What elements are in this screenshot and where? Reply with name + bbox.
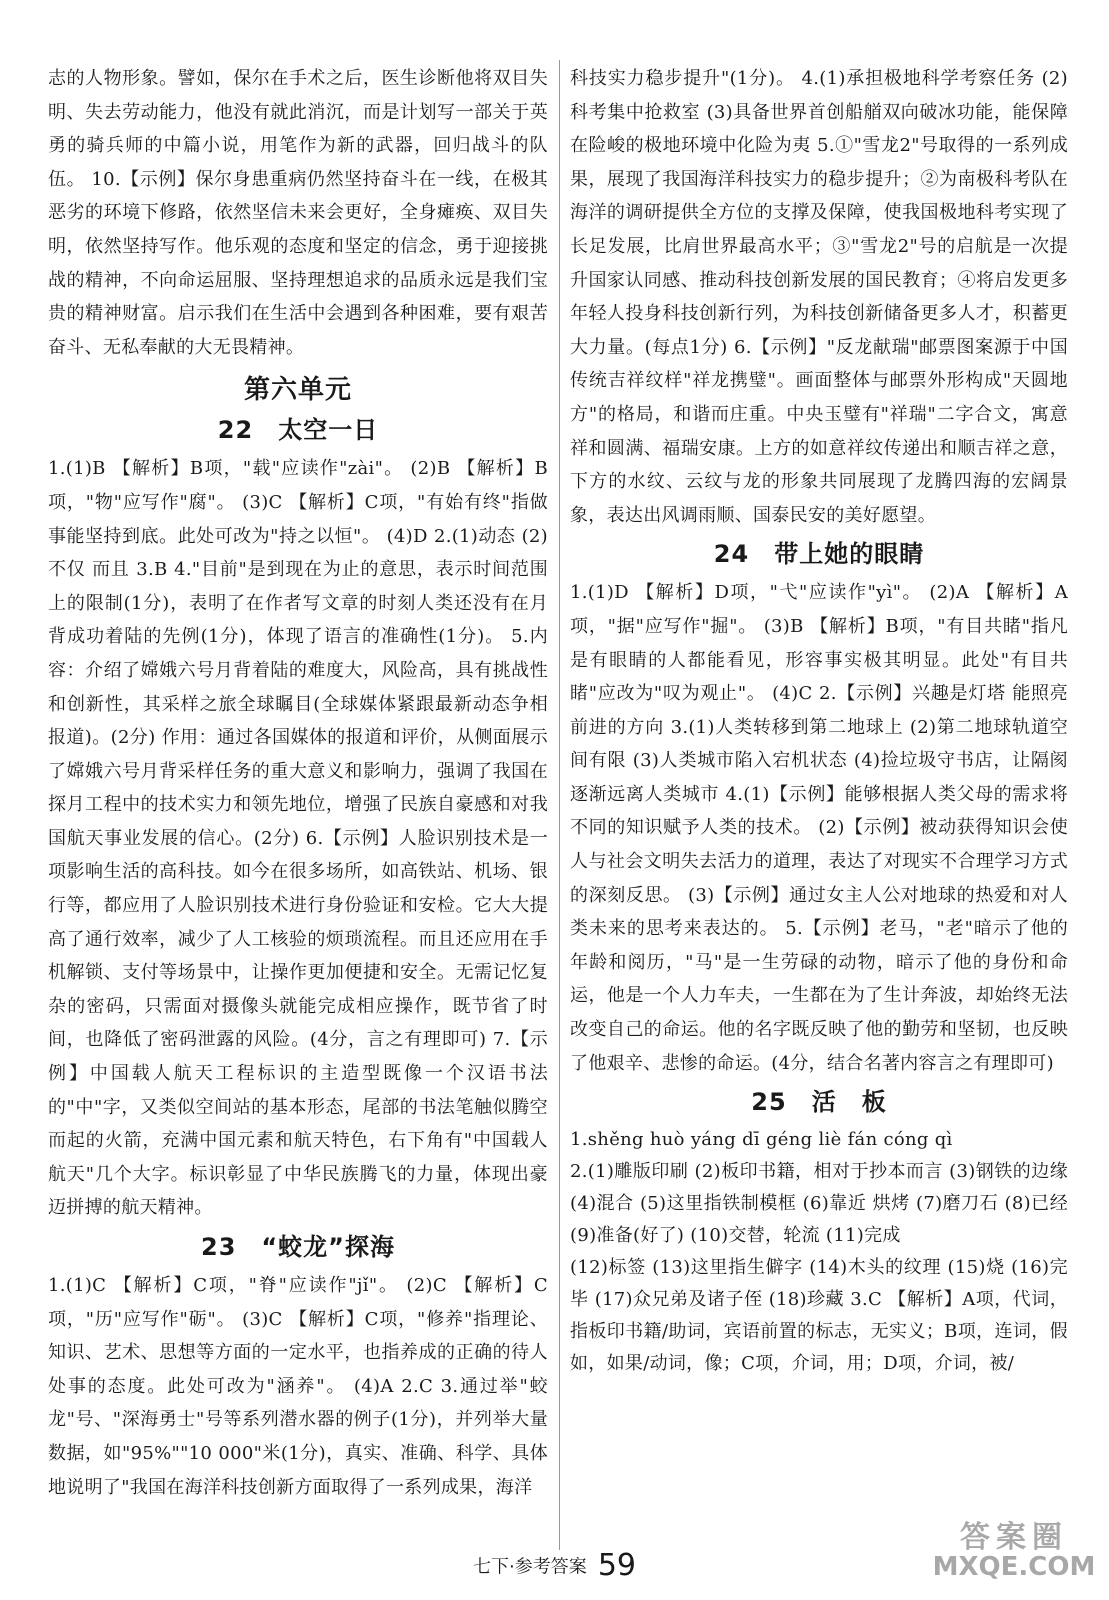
lesson-22-title: 22 太空一日	[217, 416, 379, 445]
lesson-23-answers: 1.(1)C 【解析】C项，"脊"应读作"jǐ"。 (2)C 【解析】C项，"历"应写作"砺"。 (3)C 【解析】C项，"修养"指理论、知识、艺术、思想等方面的一定水平，也指养成的正确的待人处事的态度。此处可改为"涵养"。 (4)A 2.C 3.通过举"蛟龙"号、"深海勇士"号等系列潜水器的例子(1分)，并列举大量数据，如"95%""10 000"米(1分)，真实、准确、科学、具体地说明了"我国在海洋科技创新方面取得了一系列成果，海洋	[48, 1275, 548, 1498]
site-watermark	[929, 1512, 1099, 1592]
lesson-25-answers-part2: (12)标签 (13)这里指生僻字 (14)木头的纹理 (15)烧 (16)完毕 (17)众兄弟及诸子侄 (18)珍藏 3.C 【解析】A项，代词，指板印书籍/助词，宾语前置的标志，无实义；B项，连词，假如，如果/动词，像；C项，介词，用；D项，介词，被/	[570, 1257, 1068, 1375]
lesson-25-title: 25 活 板	[751, 1088, 887, 1117]
page-number: 59	[597, 1548, 636, 1583]
lesson-25-pinyin-answers: 1.shěng huò yáng dī géng liè fán cóng qì	[570, 1129, 953, 1151]
footer-label: 七下·参考答案	[472, 1556, 587, 1578]
lesson-22-answers: 1.(1)B 【解析】B项，"载"应读作"zài"。 (2)B 【解析】B项，"物"应写作"腐"。 (3)C 【解析】C项，"有始有终"指做事能坚持到底。此处可改为"持之以恒"。 (4)D 2.(1)动态 (2)不仅 而且 3.B 4."目前"是到现在为止的意思，表示时间范围上的限制(1分)，表明了在作者写文章的时刻人类还没有在月背成功着陆的先例(1分)，体现了语言的准确性(1分)。 5.内容：介绍了嫦娥六号月背着陆的难度大，风险高，具有挑战性和创新性，其采样之旅全球瞩目(全球媒体紧跟最新动态争相报道)。(2分) 作用：通过各国媒体的报道和评价，从侧面展示了嫦娥六号月背采样任务的重大意义和影响力，强调了我国在探月工程中的技术实力和领先地位，增强了民族自豪感和对我国航天事业发展的信心。(2分) 6.【示例】人脸识别技术是一项影响生活的高科技。如今在很多场所，如高铁站、机场、银行等，都应用了人脸识别技术进行身份验证和安检。它大大提高了通行效率，减少了人工核验的烦琐流程。而且还应用在手机解锁、支付等场景中，让操作更加便捷和安全。无需记忆复杂的密码，只需面对摄像头就能完成相应操作，既节省了时间，也降低了密码泄露的风险。(4分，言之有理即可) 7.【示例】中国载人航天工程标识的主造型既像一个汉语书法的"中"字，又类似空间站的基本形态，尾部的书法笔触似腾空而起的火箭，充满中国元素和航天特色，右下角有"中国载人航天"几个大字。标识彰显了中华民族腾飞的力量，体现出豪迈拼搏的航天精神。	[48, 458, 548, 1219]
lesson-24-title: 24 带上她的眼睛	[713, 540, 925, 569]
watermark-logo-text: 答案圈	[960, 1520, 1068, 1555]
left-column	[48, 62, 548, 1504]
continued-answer-paragraph: 志的人物形象。譬如，保尔在手术之后，医生诊断他将双目失明、失去劳动能力，他没有就此消沉，而是计划写一部关于英勇的骑兵师的中篇小说，用笔作为新的武器，回归战斗的队伍。 10.【示例】保尔身患重病仍然坚持奋斗在一线，在极其恶劣的环境下修路，依然坚信未来会更好，全身瘫痪、双目失明，依然坚持写作。他乐观的态度和坚定的信念，勇于迎接挑战的精神，不向命运屈服、坚持理想追求的品质永远是我们宝贵的精神财富。启示我们在生活中会遇到各种困难，要有艰苦奋斗、无私奉献的大无畏精神。	[48, 68, 548, 358]
unit-title: 第六单元	[243, 375, 352, 406]
lesson-23-title: 23 “蛟龙”探海	[201, 1233, 395, 1261]
watermark-url: MXQE.COM	[932, 1552, 1096, 1582]
lesson-23-answers-continued: 科技实力稳步提升"(1分)。 4.(1)承担极地科学考察任务 (2)科考集中抢救室 (3)具备世界首创船艏双向破冰功能，能保障在险峻的极地环境中化险为夷 5.①"雪龙2"号取得的一系列成果，展现了我国海洋科技实力的稳步提升；②为南极科考队在海洋的调研提供全方位的支撑及保障，使我国极地科考实现了长足发展，比肩世界最高水平；③"雪龙2"号的启航是一次提升国家认同感、推动科技创新发展的国民教育；④将启发更多年轻人投身科技创新行列，为科技创新储备更多人才，积蓄更大力量。(每点1分) 6.【示例】"反龙献瑞"邮票图案源于中国传统吉祥纹样"祥龙携璧"。画面整体与邮票外形构成"天圆地方"的格局，和谐而庄重。中央玉璧有"祥瑞"二字合文，寓意祥和圆满、福瑞安康。上方的如意祥纹传递出和顺吉祥之意，下方的水纹、云纹与龙的形象共同展现了龙腾四海的宏阔景象，表达出风调雨顺、国泰民安的美好愿望。	[570, 68, 1068, 526]
lesson-25-answers-part1: 2.(1)雕版印刷 (2)板印书籍，相对于抄本而言 (3)钢铁的边缘 (4)混合 (5)这里指铁制模框 (6)靠近 烘烤 (7)磨刀石 (8)已经 (9)准备(好了) (10)交替，轮流 (11)完成	[570, 1161, 1068, 1247]
lesson-24-answers: 1.(1)D 【解析】D项，"弋"应读作"yì"。 (2)A 【解析】A项，"据"应写作"掘"。 (3)B 【解析】B项，"有目共睹"指凡是有眼睛的人都能看见，形容事实极其明显。此处"有目共睹"应改为"叹为观止"。 (4)C 2.【示例】兴趣是灯塔 能照亮前进的方向 3.(1)人类转移到第二地球上 (2)第二地球轨道空间有限 (3)人类城市陷入宕机状态 (4)捡垃圾守书店，让隔阂逐渐远离人类城市 4.(1)【示例】能够根据人类父母的需求将不同的知识赋予人类的技术。 (2)【示例】被动获得知识会使人与社会文明失去活力的道理，表达了对现实不合理学习方式的深刻反思。 (3)【示例】通过女主人公对地球的热爱和对人类未来的思考来表达的。 5.【示例】老马，"老"暗示了他的年龄和阅历，"马"是一生劳碌的动物，暗示了他的身份和命运，他是一个人力车夫，一生都在为了生计奔波，却始终无法改变自己的命运。他的名字既反映了他的勤劳和坚韧，也反映了他艰辛、悲惨的命运。(4分，结合名著内容言之有理即可)	[570, 582, 1068, 1074]
column-divider	[559, 60, 560, 1550]
right-column	[570, 62, 1068, 1380]
